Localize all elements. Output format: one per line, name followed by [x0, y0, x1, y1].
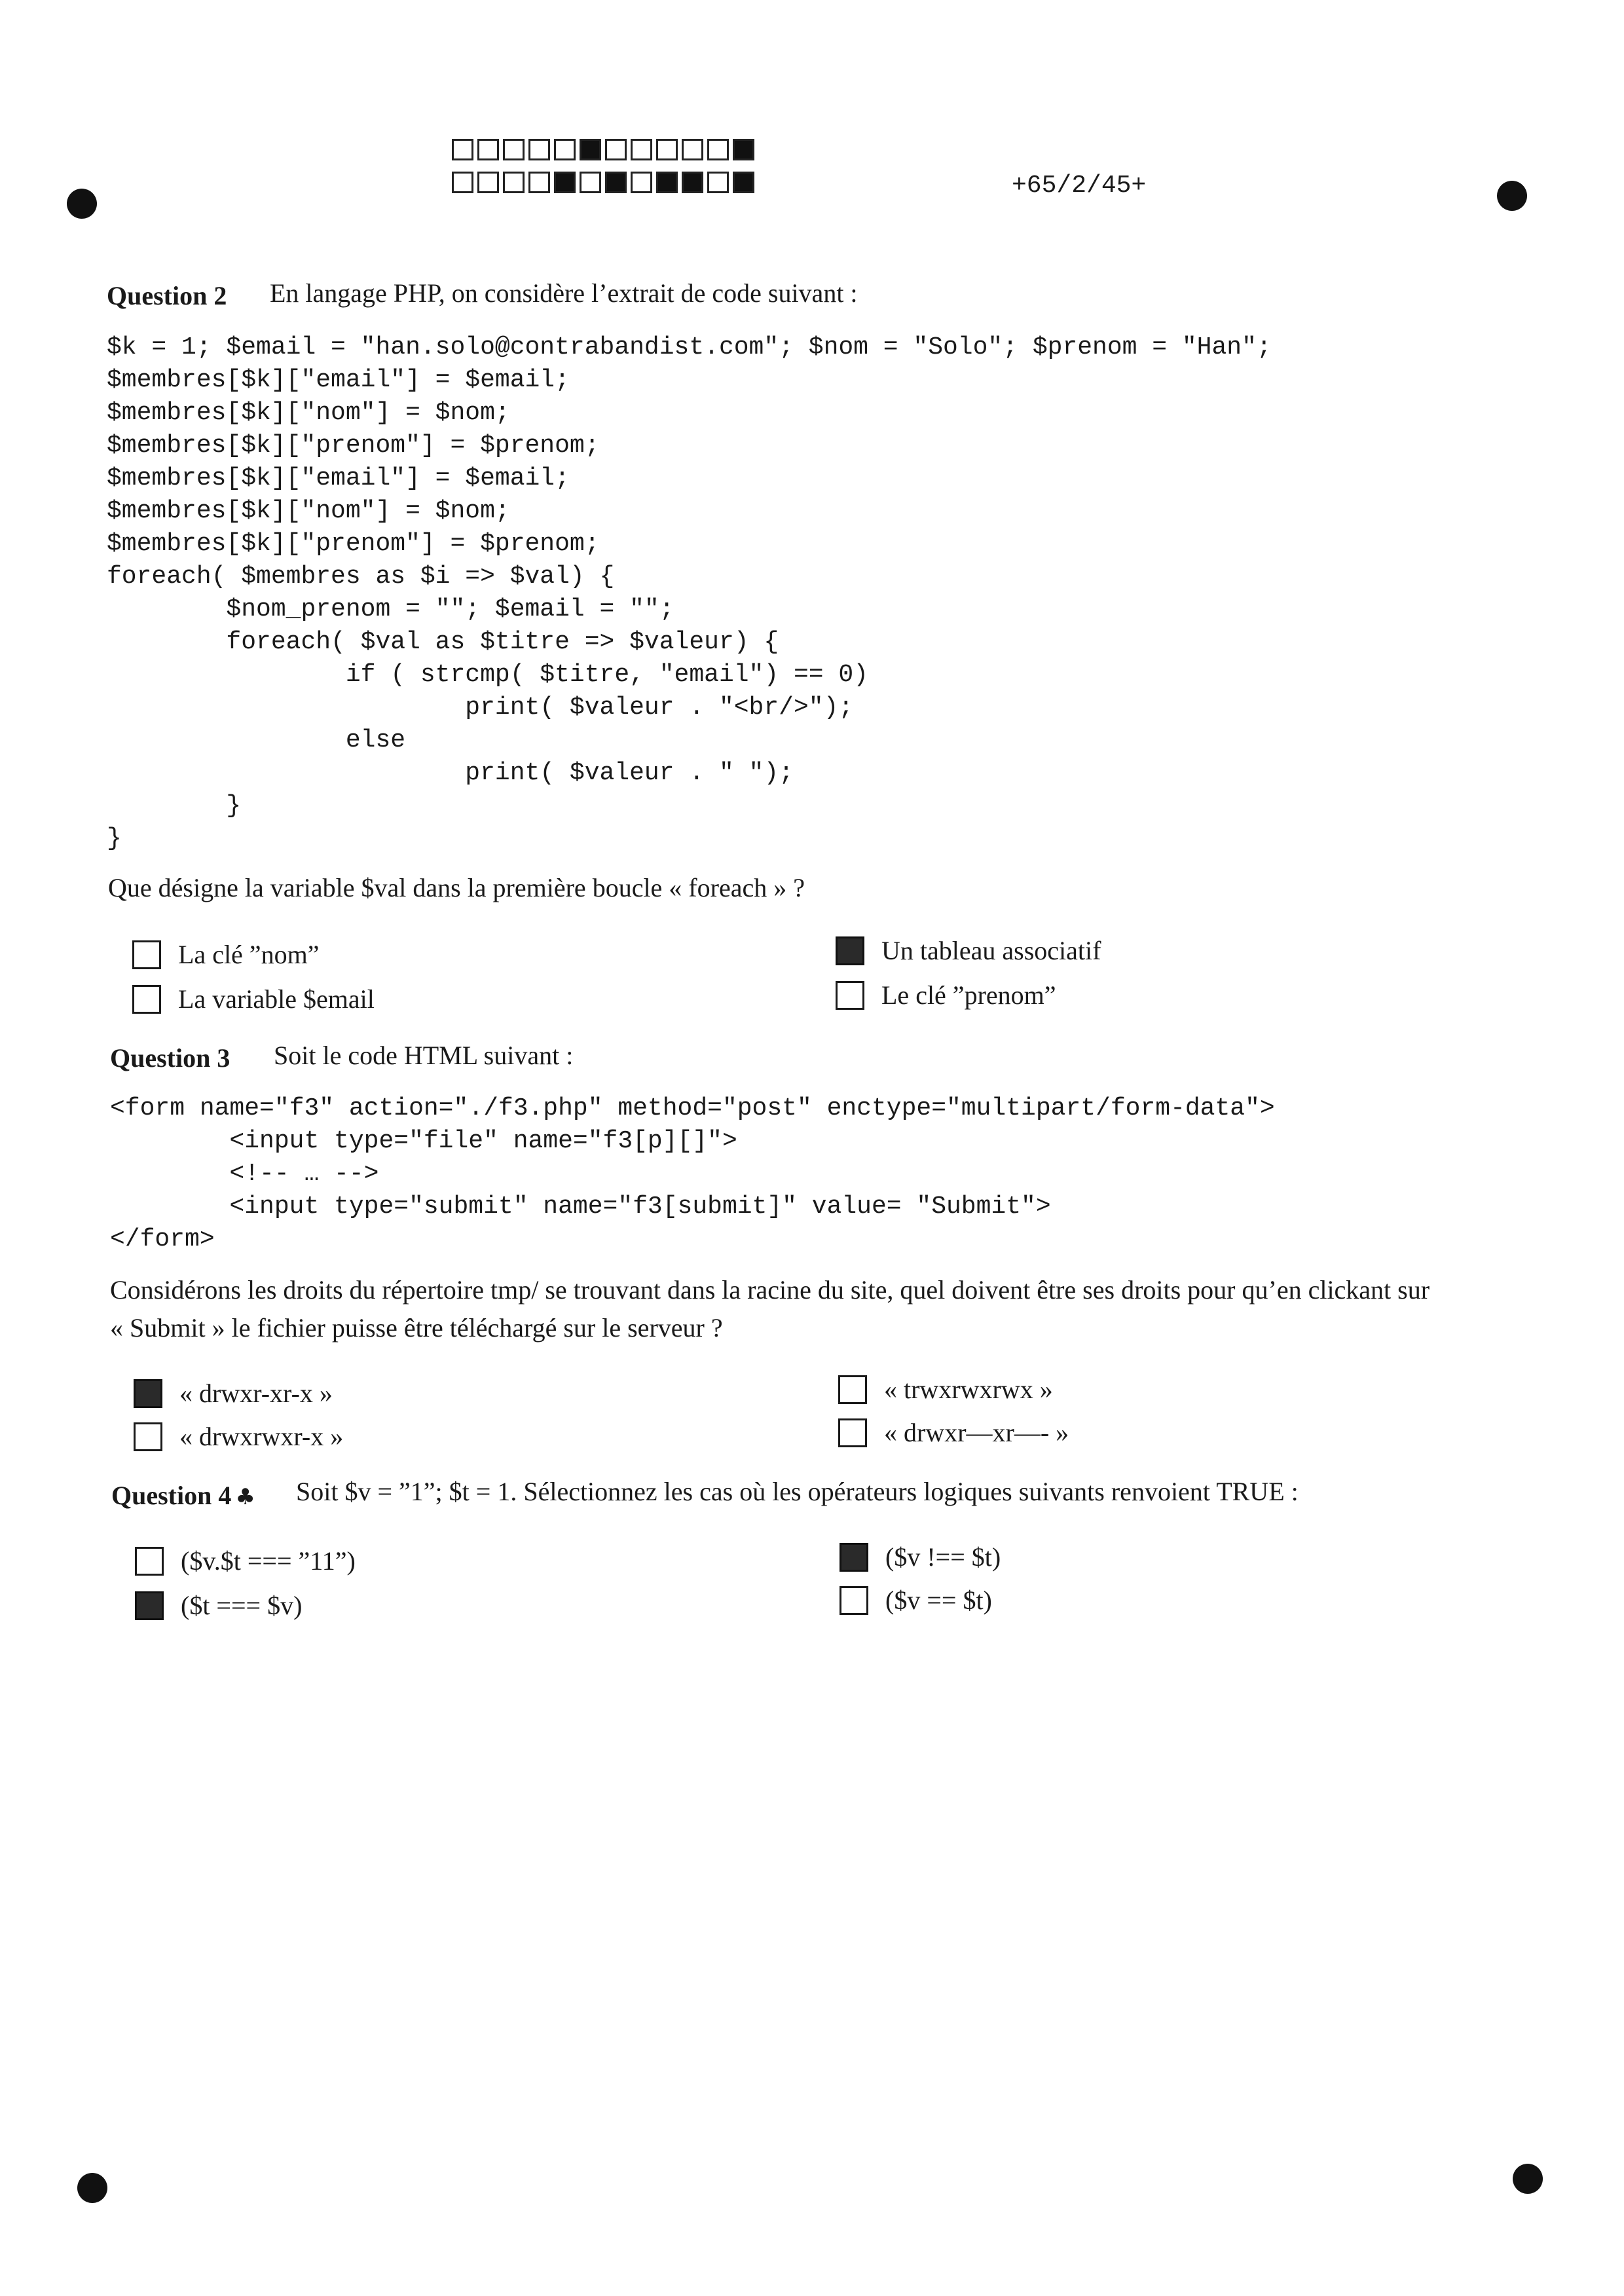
barcode-cell: [580, 139, 601, 160]
option-label: La variable $email: [178, 984, 375, 1014]
question-4-text: Soit $v = ”1”; $t = 1. Sélectionnez les cas où les opérateurs logiques suivants renvoient TRUE :: [296, 1477, 1299, 1506]
option-label: « trwxrwxrwx »: [884, 1375, 1053, 1404]
barcode-cell: [528, 172, 550, 193]
registration-mark-bottom-left: [77, 2173, 107, 2203]
option-label: « drwxrwxr-x »: [179, 1422, 344, 1451]
question-2-option-4[interactable]: [836, 980, 1056, 1010]
option-label: ($v !== $t): [885, 1542, 1001, 1572]
question-4-option-1[interactable]: [135, 1546, 356, 1576]
barcode-cell: [631, 139, 652, 160]
barcode-cell: [452, 172, 473, 193]
answer-checkbox[interactable]: [132, 940, 161, 969]
question-4-title-text: Question 4: [111, 1481, 232, 1510]
question-2-title: Question 2: [107, 281, 227, 310]
question-2-prompt: Que désigne la variable $val dans la première boucle « foreach » ?: [108, 873, 805, 902]
barcode-cell: [733, 172, 754, 193]
answer-checkbox[interactable]: [134, 1422, 162, 1451]
barcode-cell: [707, 172, 729, 193]
barcode-row-2: [452, 172, 758, 193]
option-label: « drwxr—xr—- »: [884, 1418, 1069, 1447]
question-2-code: $k = 1; $email = "han.solo@contrabandist.com"; $nom = "Solo"; $prenom = "Han"; $membres[$k]["email"] = $email; $membres[$k]["nom"] = $nom; $membres[$k]["prenom"] = $prenom; $membres[$k]["email"] = $email; $membres[$k]["nom"] = $nom; $membres[$k]["prenom"] = $prenom; foreach( $membres as $i => $val) { $nom_prenom = ""; $email = ""; foreach( $val as $titre => $valeur) { if ( strcmp( $titre, "email") == 0) print( $valeur . "<br/>"); else print( $valeur . " "); } }: [107, 333, 1272, 853]
barcode-cell: [554, 172, 576, 193]
question-3-title: Question 3: [110, 1043, 231, 1073]
answer-checkbox[interactable]: [838, 1375, 867, 1404]
barcode-cell: [707, 139, 729, 160]
barcode-cell: [503, 172, 525, 193]
barcode-cell: [631, 172, 652, 193]
barcode-cell: [477, 139, 499, 160]
question-4-option-2[interactable]: [135, 1590, 302, 1621]
question-3-option-3[interactable]: [838, 1374, 1053, 1405]
registration-mark-bottom-right: [1513, 2164, 1543, 2194]
option-label: « drwxr-xr-x »: [179, 1379, 333, 1408]
barcode-cell: [580, 172, 601, 193]
question-3-option-4[interactable]: [838, 1417, 1069, 1448]
barcode-cell: [605, 172, 627, 193]
question-2-option-2[interactable]: [132, 984, 375, 1014]
question-3-code: <form name="f3" action="./f3.php" method="post" enctype="multipart/form-data"> <input type="file" name="f3[p][]"> <!-- … --> <input type="submit" name="f3[submit]" value= "Submit"> </form>: [110, 1094, 1275, 1253]
option-label: ($t === $v): [181, 1591, 303, 1620]
answer-checkbox[interactable]: [838, 1418, 867, 1447]
question-3-text: Soit le code HTML suivant :: [274, 1041, 574, 1070]
barcode-cell: [605, 139, 627, 160]
question-2-option-3[interactable]: [836, 935, 1101, 966]
barcode-cell: [503, 139, 525, 160]
barcode-cell: [656, 172, 678, 193]
question-4-option-3[interactable]: [840, 1542, 1001, 1572]
barcode-cell: [452, 139, 473, 160]
answer-checkbox[interactable]: [135, 1591, 164, 1620]
answer-checkbox[interactable]: [840, 1586, 868, 1615]
barcode-cell: [733, 139, 754, 160]
option-label: ($v.$t === ”11”): [181, 1546, 356, 1576]
option-label: La clé ”nom”: [178, 940, 320, 969]
option-label: Le clé ”prenom”: [881, 980, 1056, 1010]
question-3-option-1[interactable]: [134, 1378, 333, 1409]
registration-mark-top-left: [67, 189, 97, 219]
page-id: +65/2/45+: [1012, 172, 1147, 200]
barcode-cell: [682, 172, 703, 193]
registration-mark-top-right: [1497, 181, 1527, 211]
question-3-prompt-line-1: Considérons les droits du répertoire tmp/ se trouvant dans la racine du site, quel doivent être ses droits pour qu’en clickant sur: [110, 1275, 1430, 1305]
barcode-cell: [554, 139, 576, 160]
option-label: Un tableau associatif: [881, 936, 1101, 965]
barcode-cell: [528, 139, 550, 160]
answer-checkbox[interactable]: [836, 981, 864, 1010]
question-3-prompt-line-2: « Submit » le fichier puisse être téléchargé sur le serveur ?: [110, 1313, 723, 1342]
question-3-option-2[interactable]: [134, 1421, 343, 1452]
answer-checkbox[interactable]: [135, 1547, 164, 1576]
barcode-row-1: [452, 139, 758, 160]
barcode-cell: [477, 172, 499, 193]
answer-checkbox[interactable]: [134, 1379, 162, 1408]
answer-checkbox[interactable]: [836, 936, 864, 965]
question-4-title: [111, 1480, 255, 1511]
question-4-option-4[interactable]: [840, 1585, 992, 1616]
answer-checkbox[interactable]: [840, 1543, 868, 1572]
club-icon: ♣: [235, 1484, 255, 1510]
barcode-cell: [656, 139, 678, 160]
question-2-text: En langage PHP, on considère l’extrait de code suivant :: [270, 278, 858, 308]
answer-checkbox[interactable]: [132, 985, 161, 1014]
barcode-cell: [682, 139, 703, 160]
option-label: ($v == $t): [885, 1585, 992, 1615]
question-2-option-1[interactable]: [132, 939, 319, 970]
